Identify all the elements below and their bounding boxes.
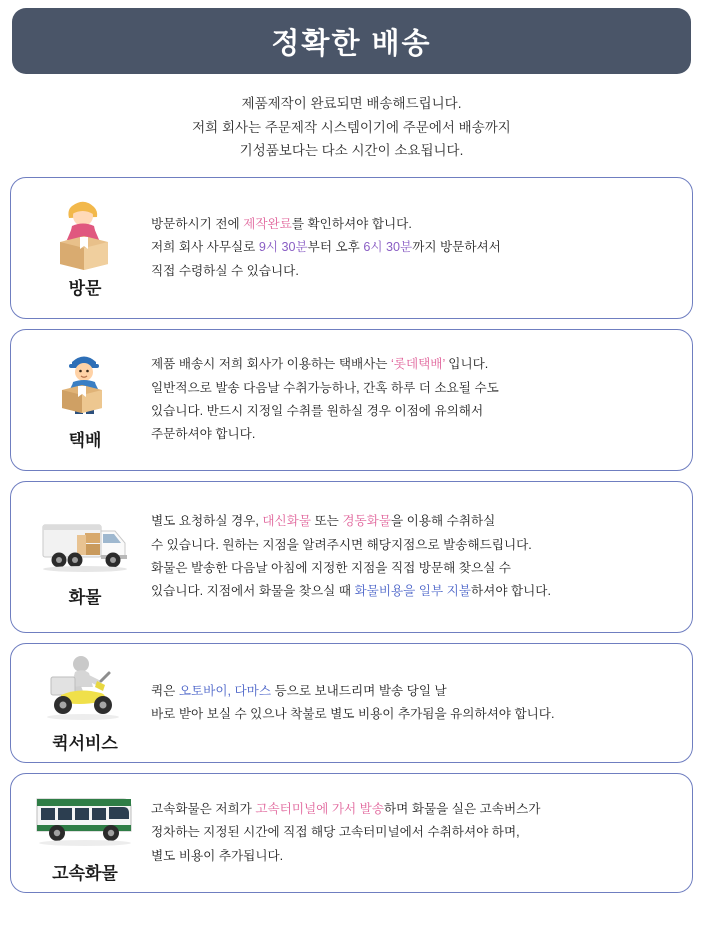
person-with-box-icon xyxy=(42,196,128,270)
card-line: 화물은 발송한 다음날 아침에 지정한 지점을 직접 방문해 찾으실 수 xyxy=(151,560,511,575)
card-line: 정차하는 지정된 시간에 직접 해당 고속터미널에서 수취하셔야 하며, xyxy=(151,825,520,840)
express-bus-icon xyxy=(29,781,141,855)
intro-line-1: 제품제작이 완료되면 배송해드립니다. xyxy=(241,96,462,111)
card-line: 별도 비용이 추가됩니다. xyxy=(151,848,284,863)
scooter-courier-icon xyxy=(37,651,133,725)
cargo-truck-icon xyxy=(31,505,139,579)
delivery-man-icon xyxy=(42,348,128,422)
intro-line-2: 저희 회사는 주문제작 시스템이기에 주문에서 배송까지 xyxy=(192,119,511,135)
card-body-quick xyxy=(151,654,684,752)
card-line: 제품 배송시 저희 회사가 이용하는 택배사는 ‘롯데택배’ 입니다. xyxy=(151,357,489,372)
card-line: 있습니다. 지점에서 화물을 찾으실 때 화물비용을 일부 지불하셔야 합니다. xyxy=(151,584,551,599)
card-icon-express xyxy=(19,784,151,882)
card-line: 주문하셔야 합니다. xyxy=(151,427,256,442)
card-line: 일반적으로 발송 다음날 수취가능하나, 간혹 하루 더 소요될 수도 xyxy=(151,380,499,395)
card-line: 별도 요청하실 경우, 대신화물 또는 경동화물을 이용해 수취하실 xyxy=(151,514,496,529)
card-body-parcel xyxy=(151,340,684,460)
intro-line-3: 기성품보다는 다소 시간이 소요됩니다. xyxy=(239,143,464,159)
card-label-quick: 퀵서비스 xyxy=(52,734,118,754)
card-label-express: 고속화물 xyxy=(52,864,118,884)
card-line: 고속화물은 저희가 고속터미널에 가서 발송하며 화물을 실은 고속버스가 xyxy=(151,801,541,816)
card-label-cargo: 화물 xyxy=(68,588,102,608)
card-line: 직접 수령하실 수 있습니다. xyxy=(151,263,299,278)
delivery-card-quick xyxy=(10,643,693,763)
delivery-card-visit xyxy=(10,177,693,319)
card-line: 바로 받아 보실 수 있으나 착불로 별도 비용이 추가됨을 유의하셔야 합니다. xyxy=(151,706,555,721)
card-icon-visit xyxy=(19,188,151,308)
page-title: 정확한 배송 xyxy=(271,27,432,60)
intro-text xyxy=(0,92,703,163)
card-label-visit: 방문 xyxy=(68,279,102,299)
card-body-express xyxy=(151,784,684,882)
delivery-card-parcel xyxy=(10,329,693,471)
delivery-card-cargo xyxy=(10,481,693,633)
card-line: 퀵은 오토바이, 다마스 등으로 보내드리며 발송 당일 날 xyxy=(151,683,447,698)
card-body-cargo xyxy=(151,492,684,622)
card-icon-parcel xyxy=(19,340,151,460)
card-icon-quick xyxy=(19,654,151,752)
card-line: 수 있습니다. 원하는 지점을 알려주시면 해당지점으로 발송해드립니다. xyxy=(151,537,532,552)
card-line: 저희 회사 사무실로 9시 30분부터 오후 6시 30분까지 방문하셔서 xyxy=(151,240,501,255)
card-line: 방문하시기 전에 제작완료를 확인하셔야 합니다. xyxy=(151,216,412,231)
card-line: 있습니다. 반드시 지정일 수취를 원하실 경우 이점에 유의해서 xyxy=(151,403,484,418)
page-header xyxy=(12,8,691,74)
card-label-parcel: 택배 xyxy=(68,431,102,451)
card-icon-cargo xyxy=(19,492,151,622)
card-body-visit xyxy=(151,188,684,308)
delivery-card-express xyxy=(10,773,693,893)
